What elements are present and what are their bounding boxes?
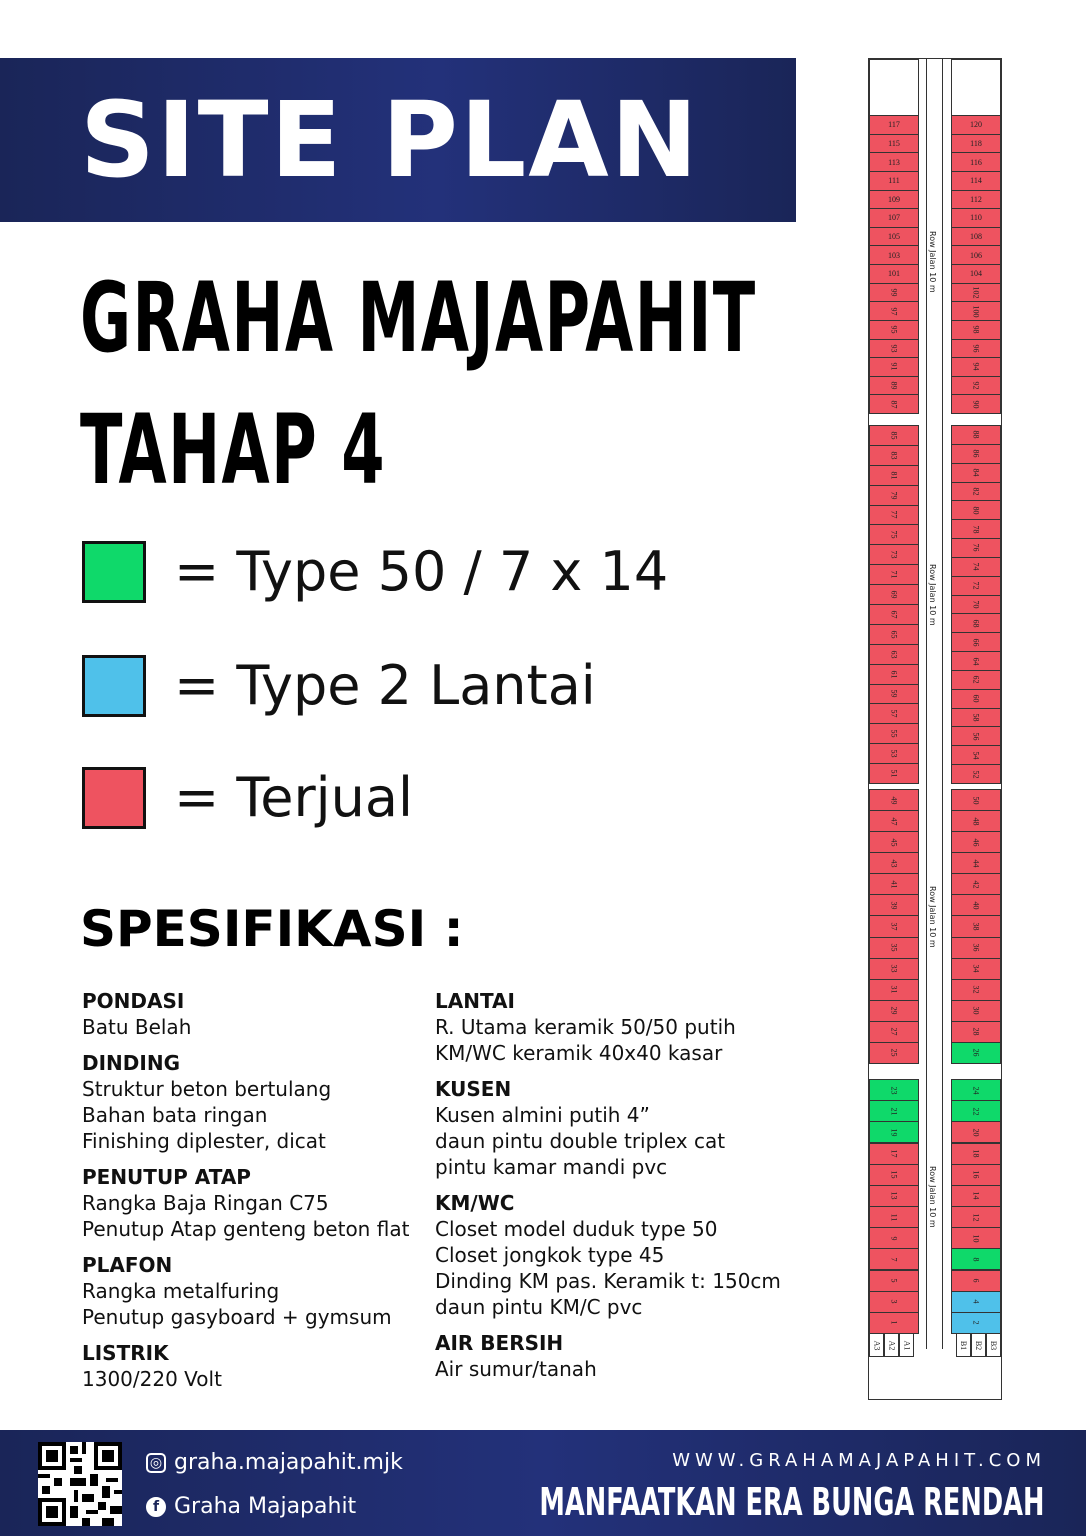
lot-86: 86 (951, 444, 1001, 464)
lot-49: 49 (869, 789, 919, 811)
spec-line: Kusen almini putih 4” (435, 1103, 650, 1127)
lot-112: 112 (951, 190, 1001, 210)
spec-title: AIR BERSIH (435, 1331, 564, 1355)
lot-20: 20 (951, 1121, 1001, 1143)
lot-45: 45 (869, 831, 919, 853)
lot-115: 115 (869, 134, 919, 154)
lot-110: 110 (951, 208, 1001, 228)
lot-10: 10 (951, 1227, 1001, 1249)
lot-116: 116 (951, 152, 1001, 172)
lot-52: 52 (951, 764, 1001, 784)
lot-120: 120 (951, 115, 1001, 135)
lot-43: 43 (869, 852, 919, 874)
spec-block (435, 1190, 781, 1320)
lot-89: 89 (869, 376, 919, 396)
lot-4: 4 (951, 1291, 1001, 1313)
lot-1: 1 (869, 1312, 919, 1334)
facebook-handle[interactable] (146, 1494, 356, 1519)
lot-17: 17 (869, 1143, 919, 1165)
lot-73: 73 (869, 544, 919, 565)
lot-40: 40 (951, 894, 1001, 916)
lot-25: 25 (869, 1042, 919, 1064)
lot-98: 98 (951, 320, 1001, 340)
lot-B1: B1 (956, 1333, 971, 1357)
spec-title: PONDASI (82, 989, 185, 1013)
lot-54: 54 (951, 745, 1001, 765)
legend-item-type50 (82, 540, 668, 603)
lot-106: 106 (951, 245, 1001, 265)
spec-title: DINDING (82, 1051, 180, 1075)
lot-26: 26 (951, 1042, 1001, 1064)
lot-72: 72 (951, 576, 1001, 596)
lot-28: 28 (951, 1021, 1001, 1043)
lot-48: 48 (951, 810, 1001, 832)
lot-91: 91 (869, 357, 919, 377)
lot-35: 35 (869, 937, 919, 959)
lot-33: 33 (869, 958, 919, 980)
lot-7: 7 (869, 1248, 919, 1270)
lot-81: 81 (869, 465, 919, 486)
lot-57: 57 (869, 703, 919, 724)
spec-line: Batu Belah (82, 1015, 192, 1039)
spec-title: KM/WC (435, 1191, 515, 1215)
lot-71: 71 (869, 564, 919, 585)
lot-64: 64 (951, 651, 1001, 671)
legend-label: = Type 2 Lantai (174, 654, 596, 717)
lot-82: 82 (951, 482, 1001, 502)
lot-23: 23 (869, 1079, 919, 1101)
instagram-handle[interactable] (146, 1450, 403, 1475)
road-label: Row Jalan 10 m (928, 564, 937, 626)
lot-65: 65 (869, 624, 919, 645)
lot-B2: B2 (971, 1333, 986, 1357)
lot-2: 2 (951, 1312, 1001, 1334)
lot-78: 78 (951, 519, 1001, 539)
spec-column-right (435, 988, 781, 1392)
lot-104: 104 (951, 264, 1001, 284)
lot-B3: B3 (986, 1333, 1001, 1357)
lot-5: 5 (869, 1270, 919, 1292)
lot-118: 118 (951, 134, 1001, 154)
lot-31: 31 (869, 979, 919, 1001)
lot-16: 16 (951, 1164, 1001, 1186)
spec-column-left (82, 988, 409, 1402)
lot-79: 79 (869, 485, 919, 506)
project-name: GRAHA MAJAPAHIT (80, 262, 757, 374)
spec-line: Closet jongkok type 45 (435, 1243, 665, 1267)
lot-62: 62 (951, 670, 1001, 690)
facebook-icon: f (146, 1497, 166, 1517)
lot-107: 107 (869, 208, 919, 228)
spec-title: PENUTUP ATAP (82, 1165, 251, 1189)
spec-title: PLAFON (82, 1253, 173, 1277)
website-link[interactable]: WWW.GRAHAMAJAPAHIT.COM (672, 1450, 1046, 1471)
spec-line: R. Utama keramik 50/50 putih (435, 1015, 736, 1039)
lot-55: 55 (869, 723, 919, 744)
lot-97: 97 (869, 301, 919, 321)
lot-108: 108 (951, 227, 1001, 247)
lot-102: 102 (951, 283, 1001, 303)
site-plan-map (868, 58, 1002, 1400)
lot-70: 70 (951, 595, 1001, 615)
lot-29: 29 (869, 1000, 919, 1022)
spec-line: Penutup gasyboard + gymsum (82, 1305, 392, 1329)
spec-line: daun pintu KM/C pvc (435, 1295, 643, 1319)
spec-line: Penutup Atap genteng beton flat (82, 1217, 410, 1241)
lot-44: 44 (951, 852, 1001, 874)
lot-101: 101 (869, 264, 919, 284)
spec-line: Closet model duduk type 50 (435, 1217, 718, 1241)
lot-67: 67 (869, 604, 919, 625)
lot-9: 9 (869, 1227, 919, 1249)
lot-85: 85 (869, 425, 919, 446)
lot-56: 56 (951, 726, 1001, 746)
lot-96: 96 (951, 339, 1001, 359)
lot-8: 8 (951, 1248, 1001, 1270)
lot-18: 18 (951, 1143, 1001, 1165)
lot-14: 14 (951, 1185, 1001, 1207)
lot-53: 53 (869, 743, 919, 764)
instagram-text: graha.majapahit.mjk (174, 1450, 403, 1475)
empty-plot (951, 59, 1001, 116)
lot-68: 68 (951, 613, 1001, 633)
lot-34: 34 (951, 958, 1001, 980)
lot-27: 27 (869, 1021, 919, 1043)
lot-83: 83 (869, 445, 919, 466)
lot-109: 109 (869, 190, 919, 210)
spec-line: Bahan bata ringan (82, 1103, 268, 1127)
lot-39: 39 (869, 894, 919, 916)
lot-69: 69 (869, 584, 919, 605)
lot-A1: A1 (899, 1333, 914, 1357)
green-swatch (82, 541, 146, 603)
legend-label: = Type 50 / 7 x 14 (174, 540, 669, 603)
lot-117: 117 (869, 115, 919, 135)
lot-74: 74 (951, 557, 1001, 577)
spec-block (82, 988, 409, 1040)
lot-24: 24 (951, 1079, 1001, 1101)
project-phase: TAHAP 4 (80, 394, 386, 506)
spec-block (435, 988, 781, 1066)
lot-66: 66 (951, 632, 1001, 652)
blue-swatch (82, 655, 146, 717)
lot-100: 100 (951, 301, 1001, 321)
lot-84: 84 (951, 463, 1001, 483)
lot-30: 30 (951, 1000, 1001, 1022)
spec-line: Rangka metalfuring (82, 1279, 280, 1303)
lot-87: 87 (869, 394, 919, 414)
road-label: Row Jalan 10 m (928, 886, 937, 948)
spec-block (435, 1076, 781, 1180)
lot-80: 80 (951, 500, 1001, 520)
lot-105: 105 (869, 227, 919, 247)
lot-61: 61 (869, 664, 919, 685)
legend-item-type2 (82, 654, 596, 717)
lot-3: 3 (869, 1291, 919, 1313)
spec-line: Struktur beton bertulang (82, 1077, 332, 1101)
lot-A3: A3 (869, 1333, 884, 1357)
lot-113: 113 (869, 152, 919, 172)
lot-A2: A2 (884, 1333, 899, 1357)
lot-94: 94 (951, 357, 1001, 377)
spec-line: Finishing diplester, dicat (82, 1129, 326, 1153)
spec-title: LANTAI (435, 989, 515, 1013)
red-swatch (82, 767, 146, 829)
lot-36: 36 (951, 937, 1001, 959)
road-edge (926, 59, 927, 1349)
lot-46: 46 (951, 831, 1001, 853)
qr-code-icon (38, 1442, 122, 1526)
road-label: Row Jalan 10 m (928, 1166, 937, 1228)
lot-99: 99 (869, 283, 919, 303)
spec-block (435, 1330, 781, 1382)
lot-32: 32 (951, 979, 1001, 1001)
lot-47: 47 (869, 810, 919, 832)
lot-95: 95 (869, 320, 919, 340)
spec-line: Air sumur/tanah (435, 1357, 597, 1381)
instagram-icon: ◎ (146, 1453, 166, 1473)
facebook-text: Graha Majapahit (174, 1494, 357, 1519)
spec-title: KUSEN (435, 1077, 512, 1101)
empty-plot (869, 59, 919, 116)
spec-block (82, 1252, 409, 1330)
lot-75: 75 (869, 524, 919, 545)
spec-line: pintu kamar mandi pvc (435, 1155, 668, 1179)
road-edge (942, 59, 943, 1349)
spec-block (82, 1340, 409, 1392)
lot-42: 42 (951, 873, 1001, 895)
legend-label: = Terjual (174, 766, 413, 829)
lot-76: 76 (951, 538, 1001, 558)
spec-title: LISTRIK (82, 1341, 169, 1365)
road-label: Row Jalan 10 m (928, 231, 937, 293)
lot-41: 41 (869, 873, 919, 895)
lot-63: 63 (869, 644, 919, 665)
lot-59: 59 (869, 684, 919, 705)
legend-item-sold (82, 766, 413, 829)
spec-line: KM/WC keramik 40x40 kasar (435, 1041, 723, 1065)
lot-38: 38 (951, 915, 1001, 937)
lot-58: 58 (951, 708, 1001, 728)
lot-22: 22 (951, 1100, 1001, 1122)
lot-77: 77 (869, 505, 919, 526)
spec-line: 1300/220 Volt (82, 1367, 222, 1391)
spec-block (82, 1164, 409, 1242)
lot-11: 11 (869, 1206, 919, 1228)
lot-50: 50 (951, 789, 1001, 811)
lot-12: 12 (951, 1206, 1001, 1228)
spec-line: Dinding KM pas. Keramik t: 150cm (435, 1269, 781, 1293)
lot-90: 90 (951, 394, 1001, 414)
lot-21: 21 (869, 1100, 919, 1122)
lot-19: 19 (869, 1121, 919, 1143)
lot-37: 37 (869, 915, 919, 937)
page-title: SITE PLAN (80, 79, 700, 201)
lot-15: 15 (869, 1164, 919, 1186)
spec-heading: SPESIFIKASI : (80, 900, 464, 958)
lot-111: 111 (869, 171, 919, 191)
spec-block (82, 1050, 409, 1154)
lot-60: 60 (951, 689, 1001, 709)
lot-13: 13 (869, 1185, 919, 1207)
lot-6: 6 (951, 1270, 1001, 1292)
spec-line: daun pintu double triplex cat (435, 1129, 726, 1153)
lot-92: 92 (951, 376, 1001, 396)
lot-93: 93 (869, 339, 919, 359)
lot-103: 103 (869, 245, 919, 265)
lot-51: 51 (869, 763, 919, 784)
lot-88: 88 (951, 425, 1001, 445)
tagline: MANFAATKAN ERA BUNGA RENDAH (538, 1480, 1044, 1524)
lot-114: 114 (951, 171, 1001, 191)
spec-line: Rangka Baja Ringan C75 (82, 1191, 329, 1215)
